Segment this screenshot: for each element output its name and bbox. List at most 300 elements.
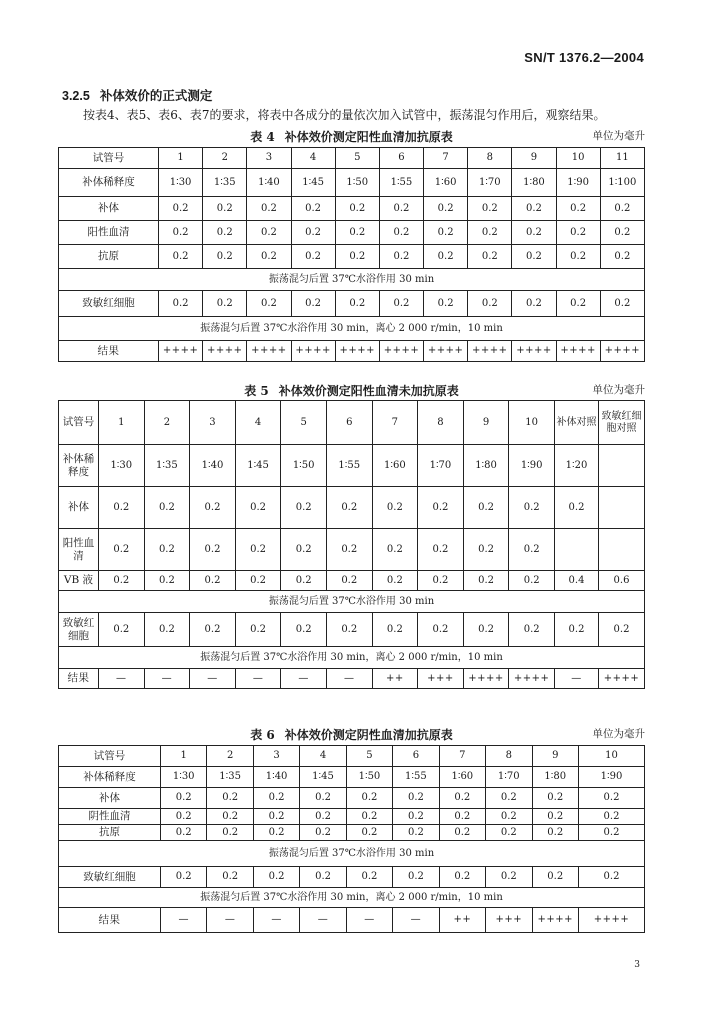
table-cell: 2 (207, 746, 253, 767)
header-row (59, 401, 645, 445)
table-cell (599, 445, 645, 487)
table-cell: 0.2 (190, 529, 236, 571)
table-cell: 0.2 (335, 291, 379, 317)
table-cell: 1∶50 (346, 767, 392, 788)
table-cell: 0.2 (532, 788, 579, 809)
table5-number: 表 5 (244, 384, 269, 398)
result-row (59, 908, 645, 933)
row-label: 补体稀释度 (59, 445, 99, 487)
table-cell: — (144, 669, 190, 689)
table-cell: 1∶60 (424, 169, 468, 197)
table-cell: 1 (159, 148, 203, 169)
table-cell: ++ (439, 908, 485, 933)
table-cell: 0.2 (532, 809, 579, 825)
table-cell: 0.2 (190, 613, 236, 647)
table-cell: 0.2 (144, 529, 190, 571)
table6 (58, 745, 645, 933)
table-cell: 0.4 (555, 571, 599, 591)
table-cell: ++++ (579, 908, 645, 933)
section-heading (62, 86, 212, 104)
table-cell: 0.2 (424, 245, 468, 269)
row-label: 阳性血清 (59, 221, 159, 245)
table-cell: 0.2 (579, 867, 645, 888)
table-cell: 0.2 (468, 291, 512, 317)
table-cell: 3 (253, 746, 299, 767)
row-label: 阳性血清 (59, 529, 99, 571)
table-cell: 1∶70 (418, 445, 464, 487)
table-cell: 10 (556, 148, 600, 169)
table-cell: 0.2 (512, 245, 556, 269)
table-row (59, 197, 645, 221)
row-label: 致敏红细胞 (59, 291, 159, 317)
table-cell: 0.2 (235, 571, 281, 591)
table-cell: 0.2 (291, 245, 335, 269)
table-cell: ++++ (532, 908, 579, 933)
table-cell: 1 (99, 401, 145, 445)
table-cell: 0.2 (207, 825, 253, 841)
table-cell: 0.2 (326, 487, 372, 529)
table-cell: 4 (235, 401, 281, 445)
table-cell: ++++ (463, 669, 509, 689)
table-cell: — (99, 669, 145, 689)
header-row (59, 746, 645, 767)
table-row (59, 221, 645, 245)
table-cell (599, 529, 645, 571)
table-cell: 0.2 (509, 571, 555, 591)
page-number: 3 (634, 960, 640, 970)
table5 (58, 400, 645, 689)
table-cell: 6 (326, 401, 372, 445)
table-cell: — (555, 669, 599, 689)
table-cell: 0.2 (468, 197, 512, 221)
standard-code: SN/T 1376.2—2004 (524, 50, 644, 65)
table-cell: 0.2 (418, 613, 464, 647)
table-cell: 0.2 (326, 529, 372, 571)
table-cell: 0.2 (144, 487, 190, 529)
table-cell: 0.2 (247, 197, 291, 221)
table-cell: 0.2 (579, 809, 645, 825)
table-cell: 11 (600, 148, 644, 169)
row-label: 试管号 (59, 746, 161, 767)
note-row (59, 647, 645, 669)
table-cell: 0.2 (235, 529, 281, 571)
procedure-note: 振荡混匀后置 37℃水浴作用 30 min，离心 2 000 r/min，10 min (59, 888, 645, 908)
table-cell: ++++ (379, 341, 423, 362)
table-cell: 0.2 (253, 788, 299, 809)
header-row (59, 148, 645, 169)
table-cell: 7 (372, 401, 418, 445)
table-cell: 0.2 (161, 809, 207, 825)
table-cell: ++++ (509, 669, 555, 689)
table-cell: 1 (161, 746, 207, 767)
table-cell: 1∶30 (159, 169, 203, 197)
table-cell: ++++ (468, 341, 512, 362)
table-cell: 4 (300, 746, 346, 767)
table-cell: 0.2 (300, 867, 346, 888)
table-cell: — (346, 908, 392, 933)
table-row (59, 169, 645, 197)
note-row (59, 841, 645, 867)
table6-title: 补体效价测定阴性血清加抗原表 (284, 728, 453, 742)
table-cell: 0.2 (99, 571, 145, 591)
table-cell: 0.2 (424, 291, 468, 317)
table-cell: 0.2 (600, 221, 644, 245)
table-cell: ++++ (203, 341, 247, 362)
table-cell: 0.2 (556, 291, 600, 317)
table-cell: 0.2 (600, 245, 644, 269)
table-cell: 补体对照 (555, 401, 599, 445)
table-cell: 0.2 (203, 291, 247, 317)
table-cell: 1∶55 (379, 169, 423, 197)
table-cell: 0.2 (509, 529, 555, 571)
table-cell: ++++ (291, 341, 335, 362)
table-cell: 1∶50 (281, 445, 327, 487)
table-cell: 0.2 (372, 529, 418, 571)
table-cell: 0.2 (555, 613, 599, 647)
table-cell: 0.2 (207, 867, 253, 888)
table-cell: 0.2 (144, 613, 190, 647)
table-cell: 0.2 (372, 613, 418, 647)
table-cell: 0.2 (99, 613, 145, 647)
table-cell: 0.2 (247, 221, 291, 245)
table-cell: 0.6 (599, 571, 645, 591)
table-cell: 0.2 (424, 221, 468, 245)
row-label: 抗原 (59, 825, 161, 841)
table-cell: 0.2 (247, 245, 291, 269)
row-label: 补体 (59, 788, 161, 809)
table-cell: 2 (203, 148, 247, 169)
table-cell: 1∶90 (556, 169, 600, 197)
table4-caption-row (58, 128, 645, 144)
table-cell: — (235, 669, 281, 689)
table-cell: 0.2 (159, 245, 203, 269)
table-cell: 0.2 (556, 245, 600, 269)
rbc-row (59, 291, 645, 317)
table6-caption (58, 726, 645, 743)
table-cell: 0.2 (281, 613, 327, 647)
table-cell: 0.2 (393, 867, 439, 888)
table-cell: — (190, 669, 236, 689)
table-cell: 0.2 (379, 245, 423, 269)
table-cell: ++++ (335, 341, 379, 362)
table-cell: 0.2 (468, 245, 512, 269)
table-cell: 0.2 (159, 291, 203, 317)
table-row (59, 445, 645, 487)
table-cell: 1∶45 (291, 169, 335, 197)
table4-unit: 单位为毫升 (592, 130, 645, 142)
table-cell: 0.2 (99, 529, 145, 571)
table-cell: 1∶20 (555, 445, 599, 487)
row-label: 试管号 (59, 401, 99, 445)
intro-paragraph: 按表4、表5、表6、表7的要求，将表中各成分的量依次加入试管中，振荡混匀作用后，观察结果。 (83, 108, 606, 122)
table-cell: 0.2 (418, 529, 464, 571)
row-label: 试管号 (59, 148, 159, 169)
table-cell: 0.2 (556, 221, 600, 245)
table-cell: 0.2 (556, 197, 600, 221)
table-cell: 0.2 (291, 291, 335, 317)
table-cell: 1∶55 (393, 767, 439, 788)
table-cell: 5 (346, 746, 392, 767)
table-row (59, 825, 645, 841)
table-cell: 0.2 (532, 867, 579, 888)
table-cell: 7 (424, 148, 468, 169)
table-cell: 8 (468, 148, 512, 169)
table-cell: 0.2 (247, 291, 291, 317)
table-cell: 0.2 (379, 221, 423, 245)
table-cell: 0.2 (486, 825, 532, 841)
table-cell: ++ (372, 669, 418, 689)
table-cell: 2 (144, 401, 190, 445)
table-cell: 0.2 (281, 487, 327, 529)
table-cell: ++++ (600, 341, 644, 362)
table-cell: 0.2 (600, 291, 644, 317)
table-cell: 0.2 (512, 197, 556, 221)
table4-caption (58, 128, 645, 145)
table-cell: 0.2 (253, 809, 299, 825)
table-cell: 0.2 (161, 788, 207, 809)
table-cell: 0.2 (512, 291, 556, 317)
table-cell: 0.2 (393, 809, 439, 825)
procedure-note: 振荡混匀后置 37℃水浴作用 30 min，离心 2 000 r/min，10 min (59, 647, 645, 669)
table5-caption-row (58, 382, 645, 398)
note-row (59, 591, 645, 613)
table-cell: 0.2 (291, 221, 335, 245)
table-cell: 1∶100 (600, 169, 644, 197)
table-cell: — (207, 908, 253, 933)
table-cell: ++++ (159, 341, 203, 362)
table-row (59, 767, 645, 788)
table-cell: 0.2 (235, 487, 281, 529)
table-cell: ++++ (599, 669, 645, 689)
table-cell: 1∶60 (372, 445, 418, 487)
table-cell: ++++ (512, 341, 556, 362)
table-cell: 0.2 (190, 571, 236, 591)
table-cell: 1∶90 (509, 445, 555, 487)
row-label: 补体稀释度 (59, 767, 161, 788)
row-label: VB 液 (59, 571, 99, 591)
table-cell: 0.2 (99, 487, 145, 529)
table-cell: 0.2 (203, 197, 247, 221)
table-cell: 0.2 (335, 245, 379, 269)
table-cell: 0.2 (532, 825, 579, 841)
table5-caption (58, 382, 645, 399)
table-cell: 1∶45 (300, 767, 346, 788)
table-cell: 0.2 (281, 529, 327, 571)
table-cell: 0.2 (579, 788, 645, 809)
table-cell: — (300, 908, 346, 933)
procedure-note: 振荡混匀后置 37℃水浴作用 30 min，离心 2 000 r/min，10 min (59, 317, 645, 341)
table-cell: 1∶80 (463, 445, 509, 487)
table-cell: — (326, 669, 372, 689)
table-cell: 0.2 (468, 221, 512, 245)
table-row (59, 487, 645, 529)
row-label: 抗原 (59, 245, 159, 269)
table5-unit: 单位为毫升 (592, 384, 645, 396)
procedure-note: 振荡混匀后置 37℃水浴作用 30 min (59, 591, 645, 613)
procedure-note: 振荡混匀后置 37℃水浴作用 30 min (59, 841, 645, 867)
table-cell: 0.2 (253, 825, 299, 841)
table-cell: ++++ (556, 341, 600, 362)
table-cell: 0.2 (463, 571, 509, 591)
table-cell: 0.2 (291, 197, 335, 221)
table-cell: 1∶35 (203, 169, 247, 197)
section-number: 3.2.5 (62, 89, 90, 103)
table-cell: 1∶80 (532, 767, 579, 788)
table-cell: — (281, 669, 327, 689)
table-cell: 0.2 (512, 221, 556, 245)
table-cell (555, 529, 599, 571)
rbc-row (59, 613, 645, 647)
table-cell: 6 (393, 746, 439, 767)
table-cell: 5 (281, 401, 327, 445)
table-cell: 10 (509, 401, 555, 445)
row-label: 补体 (59, 487, 99, 529)
table-cell: 1∶40 (247, 169, 291, 197)
table-cell: 0.2 (161, 825, 207, 841)
table-cell: — (253, 908, 299, 933)
table-cell: 0.2 (335, 197, 379, 221)
table-cell: 1∶35 (144, 445, 190, 487)
table-cell: 0.2 (418, 571, 464, 591)
table-cell: 0.2 (144, 571, 190, 591)
table-cell: 0.2 (600, 197, 644, 221)
table-cell: 7 (439, 746, 485, 767)
table-cell: 3 (247, 148, 291, 169)
table-cell: 0.2 (207, 788, 253, 809)
table-cell: 0.2 (203, 221, 247, 245)
table-cell: 1∶70 (468, 169, 512, 197)
table-cell: 0.2 (424, 197, 468, 221)
table4 (58, 147, 645, 362)
table-row (59, 571, 645, 591)
rbc-row (59, 867, 645, 888)
table-cell: 1∶50 (335, 169, 379, 197)
table-cell: 1∶60 (439, 767, 485, 788)
table-cell: 0.2 (509, 487, 555, 529)
table-cell: 0.2 (439, 788, 485, 809)
table-cell: 9 (512, 148, 556, 169)
table-cell: 0.2 (393, 825, 439, 841)
table-cell: 0.2 (159, 197, 203, 221)
table-cell: 8 (486, 746, 532, 767)
table-cell: 0.2 (509, 613, 555, 647)
table6-number: 表 6 (250, 728, 275, 742)
table-cell: 0.2 (300, 809, 346, 825)
table-cell: 9 (532, 746, 579, 767)
table-cell: 1∶40 (253, 767, 299, 788)
table-cell: 0.2 (281, 571, 327, 591)
table-cell: 0.2 (486, 788, 532, 809)
table-cell: 10 (579, 746, 645, 767)
table-cell: 0.2 (463, 529, 509, 571)
table-cell: 0.2 (372, 487, 418, 529)
table-cell: 0.2 (463, 487, 509, 529)
table-cell: 0.2 (579, 825, 645, 841)
row-label: 补体 (59, 197, 159, 221)
table-cell: 0.2 (253, 867, 299, 888)
table-cell: 9 (463, 401, 509, 445)
table-cell: 1∶35 (207, 767, 253, 788)
table-cell: 0.2 (439, 825, 485, 841)
table-cell: 0.2 (300, 788, 346, 809)
table-cell: 0.2 (393, 788, 439, 809)
table5-title: 补体效价测定阳性血清未加抗原表 (278, 384, 459, 398)
result-row (59, 341, 645, 362)
table-cell: 0.2 (379, 197, 423, 221)
table-cell: 1∶45 (235, 445, 281, 487)
table-cell: 致敏红细胞对照 (599, 401, 645, 445)
table-cell: 0.2 (486, 809, 532, 825)
table6-caption-row (58, 726, 645, 742)
table-cell: 0.2 (346, 867, 392, 888)
row-label: 结果 (59, 669, 99, 689)
table-cell: — (161, 908, 207, 933)
row-label: 致敏红细胞 (59, 613, 99, 647)
table-cell: 0.2 (190, 487, 236, 529)
table-cell: 0.2 (439, 867, 485, 888)
table-row (59, 245, 645, 269)
table-cell: 1∶30 (161, 767, 207, 788)
table4-title: 补体效价测定阳性血清加抗原表 (284, 130, 453, 144)
table-row (59, 529, 645, 571)
table-cell: 0.2 (463, 613, 509, 647)
table-cell: 0.2 (346, 809, 392, 825)
table-cell: 0.2 (161, 867, 207, 888)
table-cell: 0.2 (159, 221, 203, 245)
table-cell: +++ (486, 908, 532, 933)
section-title: 补体效价的正式测定 (99, 88, 213, 103)
table-cell: +++ (418, 669, 464, 689)
table-cell: 8 (418, 401, 464, 445)
table-cell: 4 (291, 148, 335, 169)
table-row (59, 788, 645, 809)
result-row (59, 669, 645, 689)
procedure-note: 振荡混匀后置 37℃水浴作用 30 min (59, 269, 645, 291)
table-cell: ++++ (247, 341, 291, 362)
table-cell: 3 (190, 401, 236, 445)
row-label: 结果 (59, 908, 161, 933)
table-cell: 0.2 (207, 809, 253, 825)
table6-unit: 单位为毫升 (592, 728, 645, 740)
table-cell: 6 (379, 148, 423, 169)
table-cell: 0.2 (235, 613, 281, 647)
table-cell: — (393, 908, 439, 933)
table-cell: 5 (335, 148, 379, 169)
table-cell: 0.2 (439, 809, 485, 825)
note-row (59, 269, 645, 291)
table-cell: 0.2 (486, 867, 532, 888)
table-cell (599, 487, 645, 529)
table-cell: 0.2 (418, 487, 464, 529)
table-cell: 1∶80 (512, 169, 556, 197)
table-cell: 1∶40 (190, 445, 236, 487)
table-cell: 0.2 (300, 825, 346, 841)
table-row (59, 809, 645, 825)
table-cell: 0.2 (335, 221, 379, 245)
table-cell: 1∶55 (326, 445, 372, 487)
table-cell: 0.2 (599, 613, 645, 647)
row-label: 致敏红细胞 (59, 867, 161, 888)
table-cell: 1∶30 (99, 445, 145, 487)
table4-number: 表 4 (250, 130, 275, 144)
table-cell: 1∶70 (486, 767, 532, 788)
table-cell: 0.2 (346, 825, 392, 841)
note-row (59, 888, 645, 908)
note-row (59, 317, 645, 341)
table-cell: 0.2 (203, 245, 247, 269)
table-cell: 0.2 (372, 571, 418, 591)
table-cell: 0.2 (326, 613, 372, 647)
